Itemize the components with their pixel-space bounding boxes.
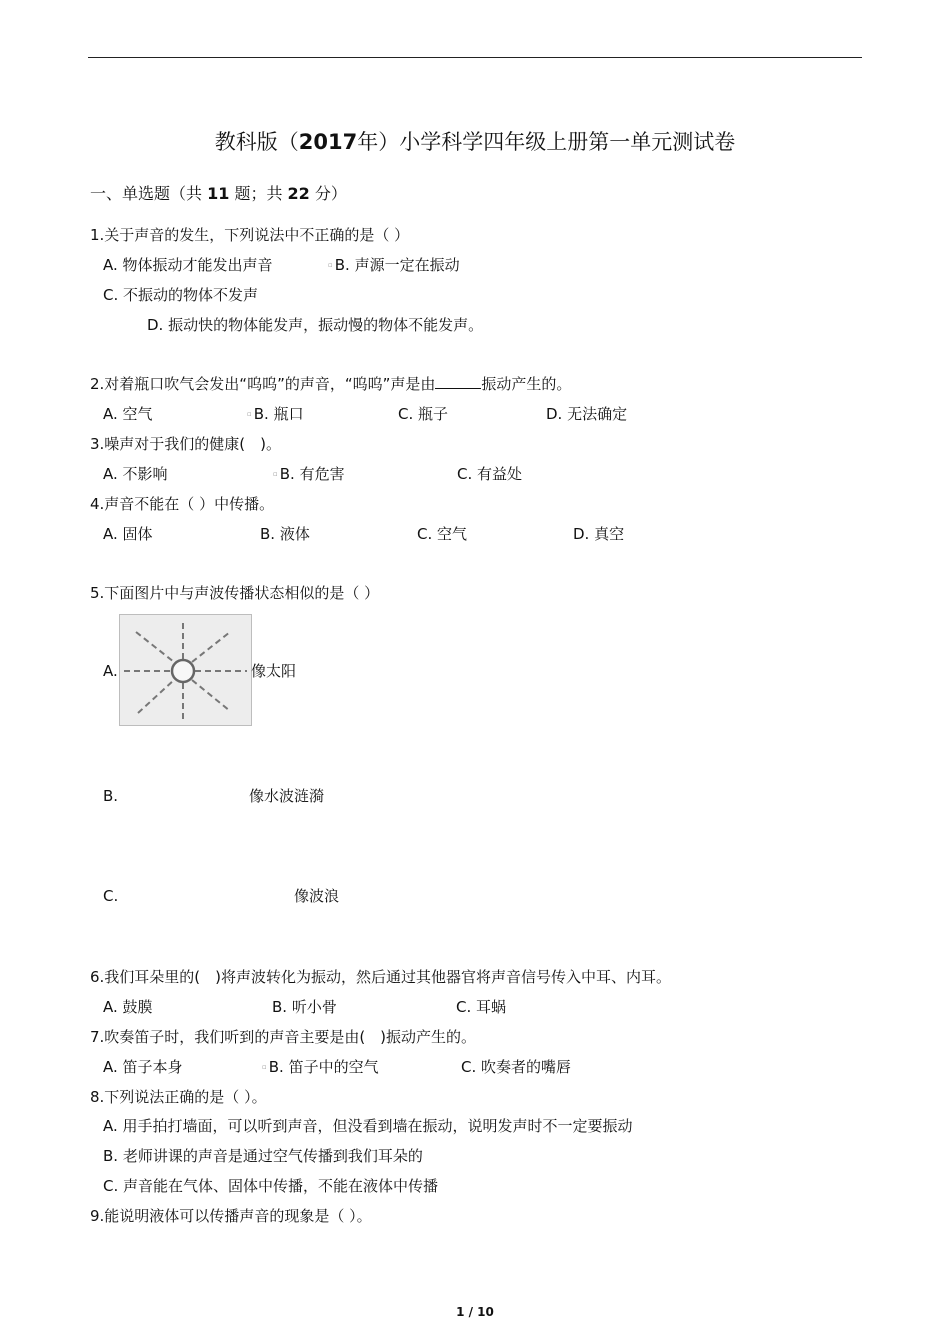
option-marker-icon: ▫ [273,470,278,478]
question-6-option-c[interactable]: C. 耳蜗 [456,998,507,1016]
question-5-option-a[interactable]: A. [103,662,118,680]
question-3-option-a[interactable]: A. 不影响 [103,465,168,483]
answer-blank [435,374,481,389]
question-7-option-a[interactable]: A. 笛子本身 [103,1058,183,1076]
document-title: 教科版（2017年）小学科学四年级上册第一单元测试卷 [214,130,736,154]
question-9-stem: 9.能说明液体可以传播声音的现象是（ ）。 [90,1207,372,1225]
question-1-option-b[interactable]: ▫ B. 声源一定在振动 [328,256,460,274]
question-5-caption-a: 像太阳 [251,662,297,680]
question-8-option-c[interactable]: C. 声音能在气体、固体中传播，不能在液体中传播 [103,1177,439,1195]
page-number: 1 / 10 [456,1305,494,1319]
option-marker-icon: ▫ [328,261,333,269]
question-2-option-b[interactable]: ▫ B. 瓶口 [247,405,304,423]
section-heading: 一、单选题（共 11 题；共 22 分） [90,184,347,203]
question-1-option-a[interactable]: A. 物体振动才能发出声音 [103,256,273,274]
sun-rays-icon [120,615,251,725]
question-3-stem: 3.噪声对于我们的健康( )。 [90,435,282,453]
question-6-option-a[interactable]: A. 鼓膜 [103,998,153,1016]
question-4-option-d[interactable]: D. 真空 [573,525,625,543]
question-4-option-c[interactable]: C. 空气 [417,525,468,543]
question-4-option-b[interactable]: B. 液体 [260,525,310,543]
question-3-option-b[interactable]: ▫ B. 有危害 [273,465,345,483]
option-marker-icon: ▫ [247,410,252,418]
question-2-option-d[interactable]: D. 无法确定 [546,405,628,423]
question-5-option-b[interactable]: B. [103,787,119,805]
question-1-option-d[interactable]: D. 振动快的物体能发声，振动慢的物体不能发声。 [147,316,484,334]
header-rule [88,57,862,58]
question-6-stem: 6.我们耳朵里的( )将声波转化为振动，然后通过其他器官将声音信号传入中耳、内耳。 [90,968,672,986]
question-4-option-a[interactable]: A. 固体 [103,525,153,543]
question-8-option-b[interactable]: B. 老师讲课的声音是通过空气传播到我们耳朵的 [103,1147,423,1165]
question-1-option-c[interactable]: C. 不振动的物体不发声 [103,286,259,304]
question-8-option-a[interactable]: A. 用手拍打墙面，可以听到声音，但没看到墙在振动，说明发声时不一定要振动 [103,1117,633,1135]
question-7-option-c[interactable]: C. 吹奏者的嘴唇 [461,1058,572,1076]
question-7-option-b[interactable]: ▫ B. 笛子中的空气 [262,1058,379,1076]
question-5-option-c[interactable]: C. [103,887,119,905]
question-1-stem: 1.关于声音的发生，下列说法中不正确的是（ ） [90,226,410,244]
sun-rays-diagram [119,614,252,726]
question-5-caption-c: 像波浪 [294,887,340,905]
question-3-option-c[interactable]: C. 有益处 [457,465,523,483]
question-4-stem: 4.声音不能在（ ）中传播。 [90,495,275,513]
question-2-option-a[interactable]: A. 空气 [103,405,153,423]
question-8-stem: 8.下列说法正确的是（ ）。 [90,1088,267,1106]
question-6-option-b[interactable]: B. 听小骨 [272,998,337,1016]
question-5-caption-b: 像水波涟漪 [249,787,325,805]
question-2-stem: 2.对着瓶口吹气会发出“呜呜”的声音，“呜呜”声是由 振动产生的。 [90,375,572,393]
option-marker-icon: ▫ [262,1063,267,1071]
question-5-stem: 5.下面图片中与声波传播状态相似的是（ ） [90,584,380,602]
question-2-option-c[interactable]: C. 瓶子 [398,405,449,423]
question-7-stem: 7.吹奏笛子时，我们听到的声音主要是由( )振动产生的。 [90,1028,477,1046]
